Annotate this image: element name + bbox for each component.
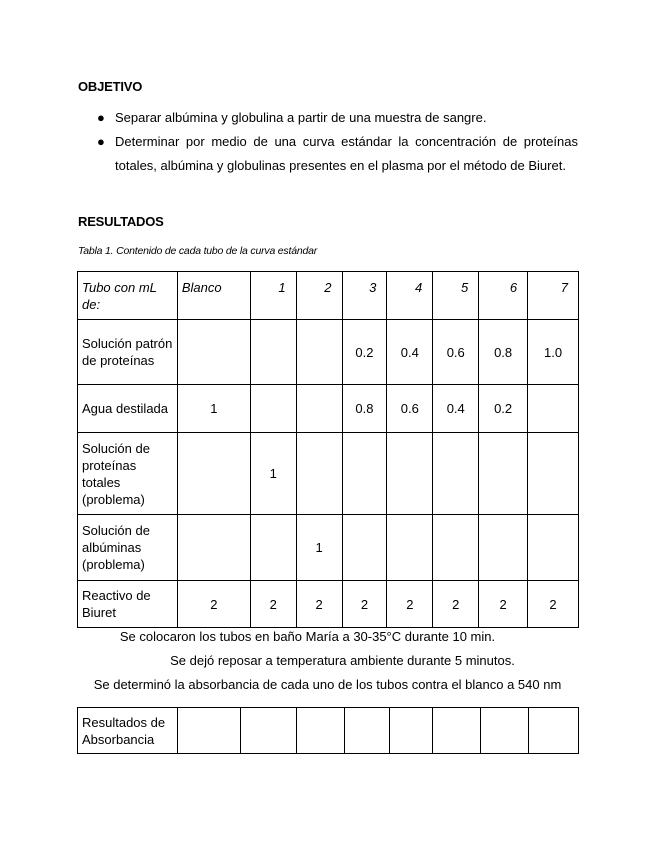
table-cell: 0.2 [479, 385, 528, 433]
table-cell [342, 515, 387, 581]
table-cell: 0.4 [433, 385, 479, 433]
procedure-step: Se determinó la absorbancia de cada uno de los tubos contra el blanco a 540 nm [93, 677, 562, 692]
table-caption: Tabla 1. Contenido de cada tubo de la curva estándar [78, 245, 318, 257]
header-cell: 6 [479, 272, 528, 320]
bullet-text: Separar albúmina y globulina a partir de una muestra de sangre. [115, 110, 487, 125]
table-cell [250, 385, 296, 433]
standard-curve-table [77, 271, 579, 628]
header-cell: 1 [250, 272, 296, 320]
list-item [97, 130, 578, 178]
table-cell: 1 [250, 433, 296, 515]
header-cell: 2 [296, 272, 342, 320]
table-cell [296, 385, 342, 433]
table-cell [250, 320, 296, 385]
table-cell [528, 385, 579, 433]
table-cell: 0.2 [342, 320, 387, 385]
table-cell: 2 [528, 581, 579, 628]
table-row [78, 433, 579, 515]
table-cell [296, 433, 342, 515]
table-cell [479, 515, 528, 581]
row-label: Agua destilada [78, 385, 178, 433]
absorbance-table [77, 707, 579, 754]
table-cell [177, 708, 240, 754]
table-cell [240, 708, 296, 754]
table-row [78, 385, 579, 433]
table-cell [481, 708, 529, 754]
bullet-icon: ● [97, 134, 105, 149]
procedure-step: Se colocaron los tubos en baño María a 30-35°C durante 10 min. [119, 629, 496, 644]
table-cell [177, 515, 250, 581]
table-cell [344, 708, 390, 754]
bullet-text: Determinar por medio de una curva estándar la concentración de proteínas totales, albúmina y globulinas presentes en el plasma por el método de Biuret. [115, 134, 578, 173]
header-cell: Tubo con mL de: [78, 272, 178, 320]
header-cell: 7 [528, 272, 579, 320]
objective-heading: OBJETIVO [78, 79, 143, 94]
table-cell: 1.0 [528, 320, 579, 385]
table-cell [433, 708, 481, 754]
bullet-icon: ● [97, 110, 105, 125]
header-cell: Blanco [177, 272, 250, 320]
procedure-step: Se dejó reposar a temperatura ambiente durante 5 minutos. [170, 653, 515, 668]
table-cell: 2 [177, 581, 250, 628]
table-cell: 2 [479, 581, 528, 628]
row-label: Solución patrón de proteínas [78, 320, 178, 385]
table-cell: 0.8 [342, 385, 387, 433]
header-cell: 4 [387, 272, 433, 320]
table-cell: 2 [387, 581, 433, 628]
table-cell [296, 708, 344, 754]
table-cell: 2 [296, 581, 342, 628]
table-cell: 2 [433, 581, 479, 628]
table-cell [342, 433, 387, 515]
table-cell [387, 515, 433, 581]
row-label: Resultados de Absorbancia [78, 708, 178, 754]
table-cell [529, 708, 579, 754]
header-cell: 3 [342, 272, 387, 320]
table-cell [433, 515, 479, 581]
table-cell: 0.8 [479, 320, 528, 385]
table-row [78, 581, 579, 628]
header-cell: 5 [433, 272, 479, 320]
table-cell: 0.6 [433, 320, 479, 385]
table-row [78, 515, 579, 581]
table-cell: 0.4 [387, 320, 433, 385]
objective-list [97, 106, 578, 178]
table-cell: 0.6 [387, 385, 433, 433]
row-label: Reactivo de Biuret [78, 581, 178, 628]
table-cell [177, 320, 250, 385]
table-cell [528, 515, 579, 581]
table-row [78, 708, 579, 754]
table-cell [479, 433, 528, 515]
table-cell [528, 433, 579, 515]
table-cell [390, 708, 433, 754]
row-label: Solución de proteínas totales (problema) [78, 433, 178, 515]
table-cell [177, 433, 250, 515]
results-heading: RESULTADOS [78, 214, 164, 229]
table-header-row [78, 272, 579, 320]
table-cell [296, 320, 342, 385]
table-cell [250, 515, 296, 581]
table-row [78, 320, 579, 385]
table-cell: 2 [250, 581, 296, 628]
table-cell [433, 433, 479, 515]
table-cell: 1 [177, 385, 250, 433]
table-cell: 1 [296, 515, 342, 581]
list-item [97, 106, 578, 130]
table-cell [387, 433, 433, 515]
table-cell: 2 [342, 581, 387, 628]
row-label: Solución de albúminas (problema) [78, 515, 178, 581]
